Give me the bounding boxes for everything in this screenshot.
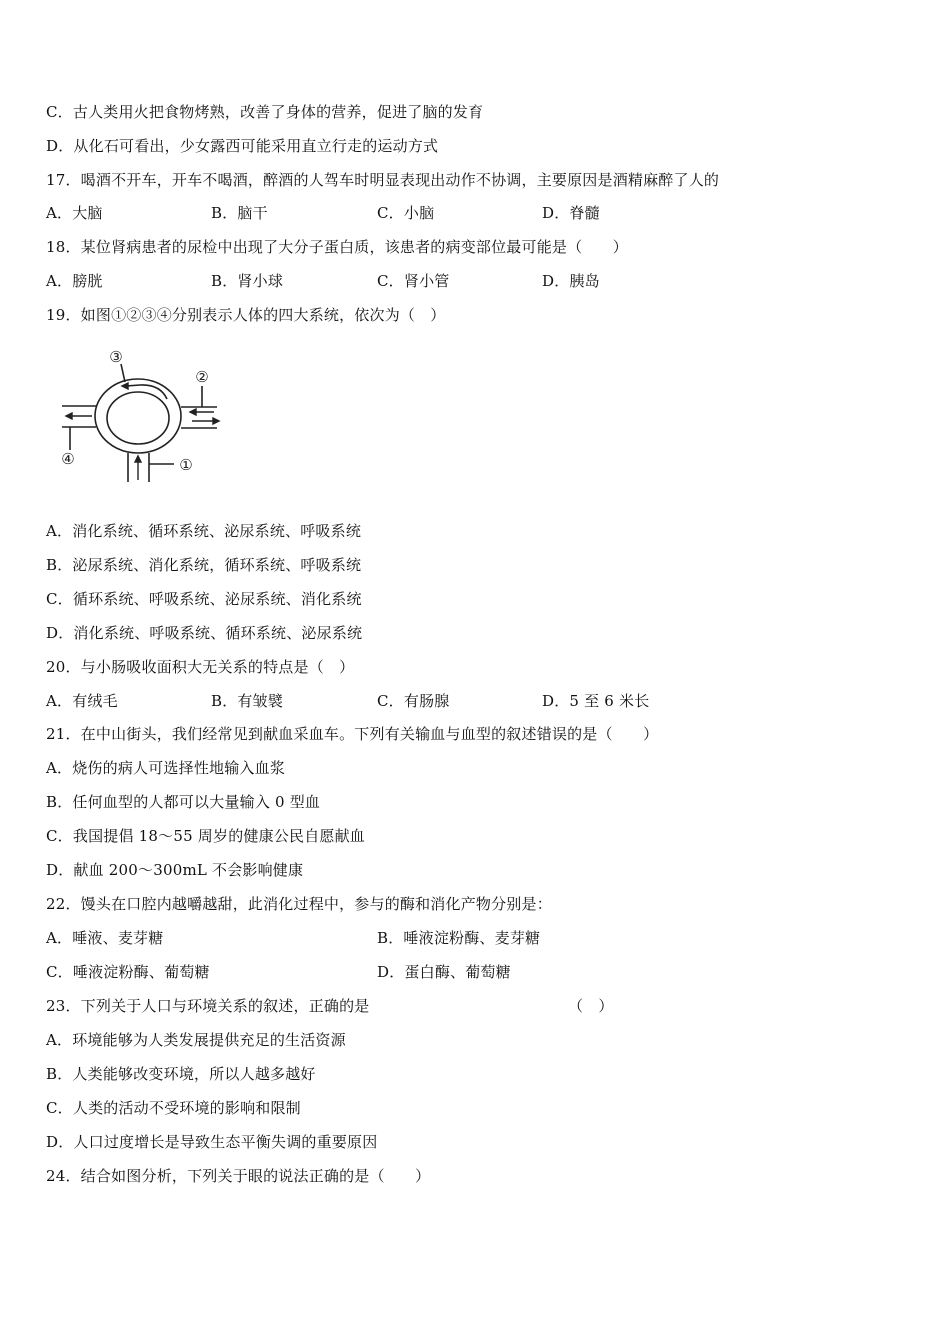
q16-option-c: C．古人类用火把食物烤熟，改善了身体的营养，促进了脑的发育 bbox=[46, 103, 484, 121]
q19-option-c[interactable]: C．循环系统、呼吸系统、泌尿系统、消化系统 bbox=[46, 590, 362, 608]
q23-option-d[interactable]: D．人口过度增长是导致生态平衡失调的重要原因 bbox=[46, 1133, 378, 1151]
q22-stem: 22．馒头在口腔内越嚼越甜，此消化过程中，参与的酶和消化产物分别是： bbox=[46, 895, 552, 913]
q22-option-c[interactable]: C．唾液淀粉酶、葡萄糖 bbox=[46, 963, 210, 981]
q20-option-b[interactable]: B．有皱襞 bbox=[211, 692, 284, 710]
q23-option-a[interactable]: A．环境能够为人类发展提供充足的生活资源 bbox=[46, 1031, 346, 1049]
q22-options-row1 bbox=[46, 926, 846, 950]
q18-option-d[interactable]: D．胰岛 bbox=[542, 272, 600, 290]
q20-option-d[interactable]: D．5 至 6 米长 bbox=[542, 692, 650, 710]
q17-options bbox=[46, 201, 846, 225]
q21-option-c[interactable]: C．我国提倡 18～55 周岁的健康公民自愿献血 bbox=[46, 827, 365, 845]
q24-stem: 24．结合如图分析，下列关于眼的说法正确的是（ ） bbox=[46, 1167, 431, 1185]
q20-stem: 20．与小肠吸收面积大无关系的特点是（ ） bbox=[46, 658, 355, 676]
q19-option-a[interactable]: A．消化系统、循环系统、泌尿系统、呼吸系统 bbox=[46, 522, 362, 540]
q17-option-b[interactable]: B．脑干 bbox=[211, 204, 268, 222]
q19-option-d[interactable]: D．消化系统、呼吸系统、循环系统、泌尿系统 bbox=[46, 624, 363, 642]
diagram-label-3: ③ bbox=[109, 348, 123, 366]
diagram-label-4: ④ bbox=[61, 450, 75, 468]
q23-stem: 23．下列关于人口与环境关系的叙述，正确的是 bbox=[46, 997, 370, 1015]
q20-options bbox=[46, 689, 846, 713]
q17-option-d[interactable]: D．脊髓 bbox=[542, 204, 600, 222]
q19-option-b[interactable]: B．泌尿系统、消化系统，循环系统、呼吸系统 bbox=[46, 556, 362, 574]
q21-option-a[interactable]: A．烧伤的病人可选择性地输入血浆 bbox=[46, 759, 286, 777]
q16-option-d: D．从化石可看出，少女露西可能采用直立行走的运动方式 bbox=[46, 137, 439, 155]
q19-stem: 19．如图①②③④分别表示人体的四大系统，依次为（ ） bbox=[46, 306, 446, 324]
q17-stem: 17．喝酒不开车，开车不喝酒，醉酒的人驾车时明显表现出动作不协调，主要原因是酒精麻醉了人的 bbox=[46, 171, 720, 189]
body-systems-diagram bbox=[52, 342, 232, 487]
q23-stem-row bbox=[46, 994, 846, 1018]
q21-option-b[interactable]: B．任何血型的人都可以大量输入 0 型血 bbox=[46, 793, 321, 811]
q20-option-a[interactable]: A．有绒毛 bbox=[46, 692, 118, 710]
q20-option-c[interactable]: C．有肠腺 bbox=[377, 692, 450, 710]
ring-diagram-icon bbox=[52, 342, 232, 487]
q18-option-b[interactable]: B．肾小球 bbox=[211, 272, 284, 290]
q21-option-d[interactable]: D．献血 200～300mL 不会影响健康 bbox=[46, 861, 304, 879]
q21-stem: 21．在中山街头，我们经常见到献血采血车。下列有关输血与血型的叙述错误的是（ ） bbox=[46, 725, 659, 743]
q17-option-a[interactable]: A．大脑 bbox=[46, 204, 103, 222]
q22-option-a[interactable]: A．唾液、麦芽糖 bbox=[46, 929, 164, 947]
q22-option-b[interactable]: B．唾液淀粉酶、麦芽糖 bbox=[377, 929, 541, 947]
q23-answer-paren: （ ） bbox=[568, 997, 614, 1015]
q23-option-c[interactable]: C．人类的活动不受环境的影响和限制 bbox=[46, 1099, 301, 1117]
q17-option-c[interactable]: C．小脑 bbox=[377, 204, 435, 222]
q18-stem: 18．某位肾病患者的尿检中出现了大分子蛋白质，该患者的病变部位最可能是（ ） bbox=[46, 238, 628, 256]
q18-option-c[interactable]: C．肾小管 bbox=[377, 272, 450, 290]
diagram-label-1: ① bbox=[179, 456, 193, 474]
q22-options-row2 bbox=[46, 960, 846, 984]
diagram-label-2: ② bbox=[195, 368, 209, 386]
q23-option-b[interactable]: B．人类能够改变环境，所以人越多越好 bbox=[46, 1065, 316, 1083]
q18-option-a[interactable]: A．膀胱 bbox=[46, 272, 103, 290]
q22-option-d[interactable]: D．蛋白酶、葡萄糖 bbox=[377, 963, 511, 981]
q18-options bbox=[46, 269, 846, 293]
